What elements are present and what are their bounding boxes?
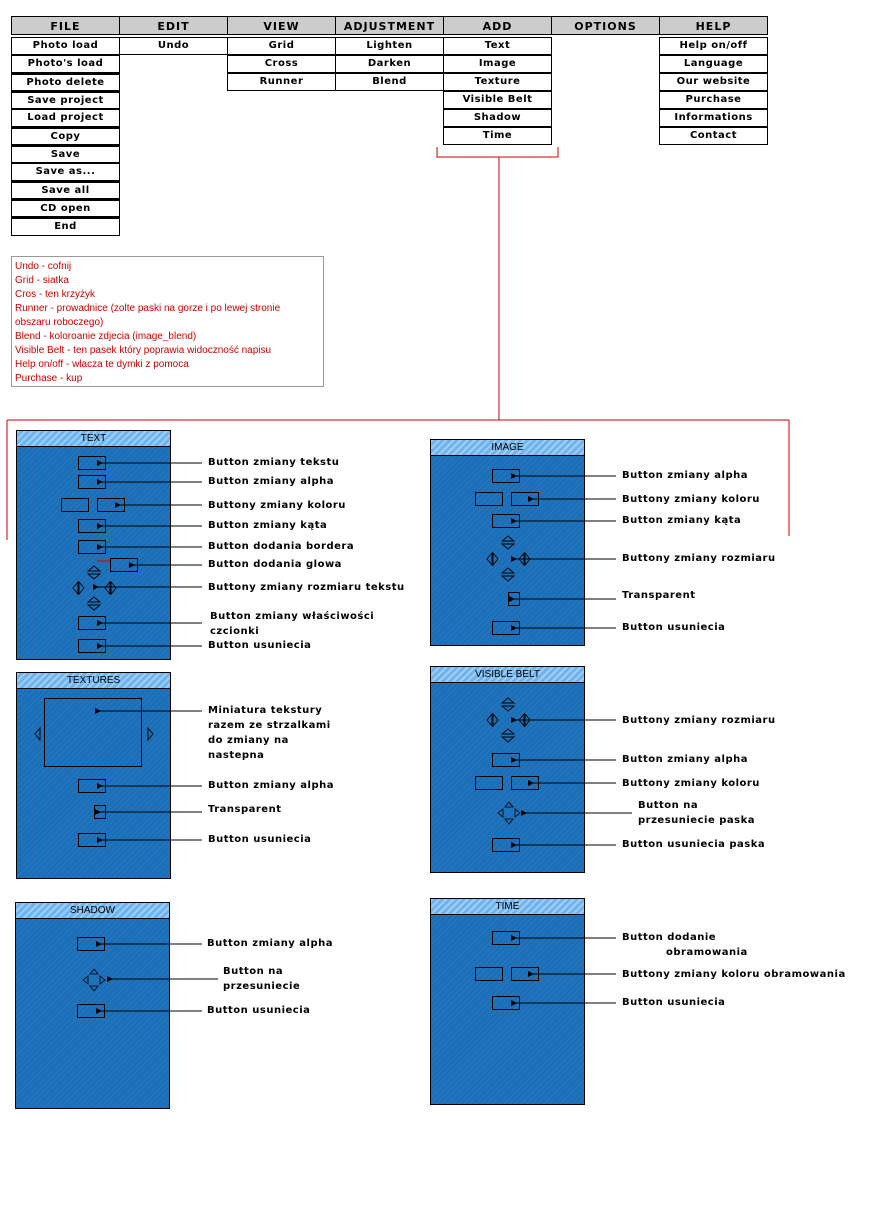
annotation: Miniatura tekstury <box>208 705 323 716</box>
annotation: Buttony zmiany koloru <box>208 500 346 511</box>
file-item-end[interactable]: End <box>11 217 120 236</box>
edit-item-undo[interactable]: Undo <box>119 37 228 55</box>
file-item-save[interactable]: Save <box>11 145 120 163</box>
panel-text-title: TEXT <box>17 431 170 447</box>
add-item-time[interactable]: Time <box>443 127 552 145</box>
annotation: Button dodania glowa <box>208 559 342 570</box>
help-item-purchase[interactable]: Purchase <box>659 91 768 109</box>
legend-line: Blend - koloroanie zdjecia (image_blend) <box>15 331 197 342</box>
annotation: razem ze strzalkami <box>208 720 331 731</box>
annotation: do zmiany na <box>208 735 289 746</box>
adjustment-item-lighten[interactable]: Lighten <box>335 37 444 55</box>
menu-file[interactable]: FILE <box>11 16 120 35</box>
annotation: Button usuniecia <box>622 622 726 633</box>
annotation: Button usuniecia paska <box>622 839 766 850</box>
annotation: Button dodania bordera <box>208 541 355 552</box>
annotation: Transparent <box>208 804 282 815</box>
annotation: przesuniecie paska <box>638 815 755 826</box>
panel-time-title: TIME <box>431 899 584 915</box>
adjustment-item-blend[interactable]: Blend <box>335 73 444 91</box>
legend-line: Undo - cofnij <box>15 261 72 272</box>
menu-view[interactable]: VIEW <box>227 16 336 35</box>
adjustment-item-darken[interactable]: Darken <box>335 55 444 73</box>
annotation: Buttony zmiany koloru obramowania <box>622 969 846 980</box>
annotation: przesuniecie <box>223 981 301 992</box>
annotation: Button usuniecia <box>208 834 312 845</box>
annotation: Button dodanie <box>622 932 717 943</box>
annotation: Button zmiany alpha <box>207 938 334 949</box>
menu-adjustment[interactable]: ADJUSTMENT <box>335 16 444 35</box>
file-item-save-project[interactable]: Save project <box>11 91 120 109</box>
annotation: Button usuniecia <box>207 1005 311 1016</box>
add-item-texture[interactable]: Texture <box>443 73 552 91</box>
menu-edit[interactable]: EDIT <box>119 16 228 35</box>
annotation: Button na <box>638 800 699 811</box>
legend-line: Cros - ten krzyżyk <box>15 289 96 300</box>
panel-visible-belt-title: VISIBLE BELT <box>431 667 584 683</box>
annotation: Button zmiany kąta <box>208 520 328 531</box>
annotation: Transparent <box>622 590 696 601</box>
annotation: czcionki <box>210 626 260 637</box>
annotation: Button usuniecia <box>622 997 726 1008</box>
annotation: Button zmiany alpha <box>622 470 749 481</box>
file-item-photos-load[interactable]: Photo's load <box>11 55 120 73</box>
legend-line: Visible Belt - ten pasek który poprawia widoczność napisu <box>15 345 272 356</box>
annotation: obramowania <box>666 947 748 958</box>
annotation: Button usuniecia <box>208 640 312 651</box>
file-item-load-project[interactable]: Load project <box>11 109 120 127</box>
view-item-runner[interactable]: Runner <box>227 73 336 91</box>
annotation: Buttony zmiany rozmiaru <box>622 715 776 726</box>
annotation: Button zmiany alpha <box>208 476 335 487</box>
move-icon <box>83 802 520 991</box>
legend-line: Help on/off - wlacza te dymki z pomoca <box>15 359 189 370</box>
texture-arrow-icon <box>35 728 153 740</box>
view-item-cross[interactable]: Cross <box>227 55 336 73</box>
add-item-image[interactable]: Image <box>443 55 552 73</box>
file-item-copy[interactable]: Copy <box>11 127 120 145</box>
add-item-text[interactable]: Text <box>443 37 552 55</box>
annotation: Buttony zmiany rozmiaru <box>622 553 776 564</box>
help-item-language[interactable]: Language <box>659 55 768 73</box>
panel-textures-title: TEXTURES <box>17 673 170 689</box>
annotation: Buttony zmiany koloru <box>622 778 760 789</box>
legend-line: obszaru roboczego) <box>15 317 104 328</box>
file-item-cd-open[interactable]: CD open <box>11 199 120 217</box>
annotation: Buttony zmiany koloru <box>622 494 760 505</box>
annotation: Button zmiany tekstu <box>208 457 340 468</box>
menu-options[interactable]: OPTIONS <box>551 16 660 35</box>
file-item-photo-load[interactable]: Photo load <box>11 37 120 55</box>
add-item-visible-belt[interactable]: Visible Belt <box>443 91 552 109</box>
help-item-informations[interactable]: Informations <box>659 109 768 127</box>
file-item-photo-delete[interactable]: Photo delete <box>11 73 120 91</box>
file-item-save-as[interactable]: Save as... <box>11 163 120 181</box>
annotation: Button zmiany właściwości <box>210 611 375 622</box>
legend-line: Runner - prowadnice (zolte paski na gorze i po lewej stronie <box>15 303 281 314</box>
menu-help[interactable]: HELP <box>659 16 768 35</box>
panel-image-title: IMAGE <box>431 440 584 456</box>
legend-line: Purchase - kup <box>15 373 83 384</box>
add-item-shadow[interactable]: Shadow <box>443 109 552 127</box>
annotation: nastepna <box>208 750 265 761</box>
annotation: Button zmiany alpha <box>622 754 749 765</box>
help-item-our-website[interactable]: Our website <box>659 73 768 91</box>
annotation: Button zmiany alpha <box>208 780 335 791</box>
legend-line: Grid - siatka <box>15 275 69 286</box>
annotation: Button zmiany kąta <box>622 515 742 526</box>
file-item-save-all[interactable]: Save all <box>11 181 120 199</box>
view-item-grid[interactable]: Grid <box>227 37 336 55</box>
panel-shadow-title: SHADOW <box>16 903 169 919</box>
help-item-help-on-off[interactable]: Help on/off <box>659 37 768 55</box>
menu-add[interactable]: ADD <box>443 16 552 35</box>
annotation: Buttony zmiany rozmiaru tekstu <box>208 582 405 593</box>
annotation: Button na <box>223 966 284 977</box>
help-item-contact[interactable]: Contact <box>659 127 768 145</box>
